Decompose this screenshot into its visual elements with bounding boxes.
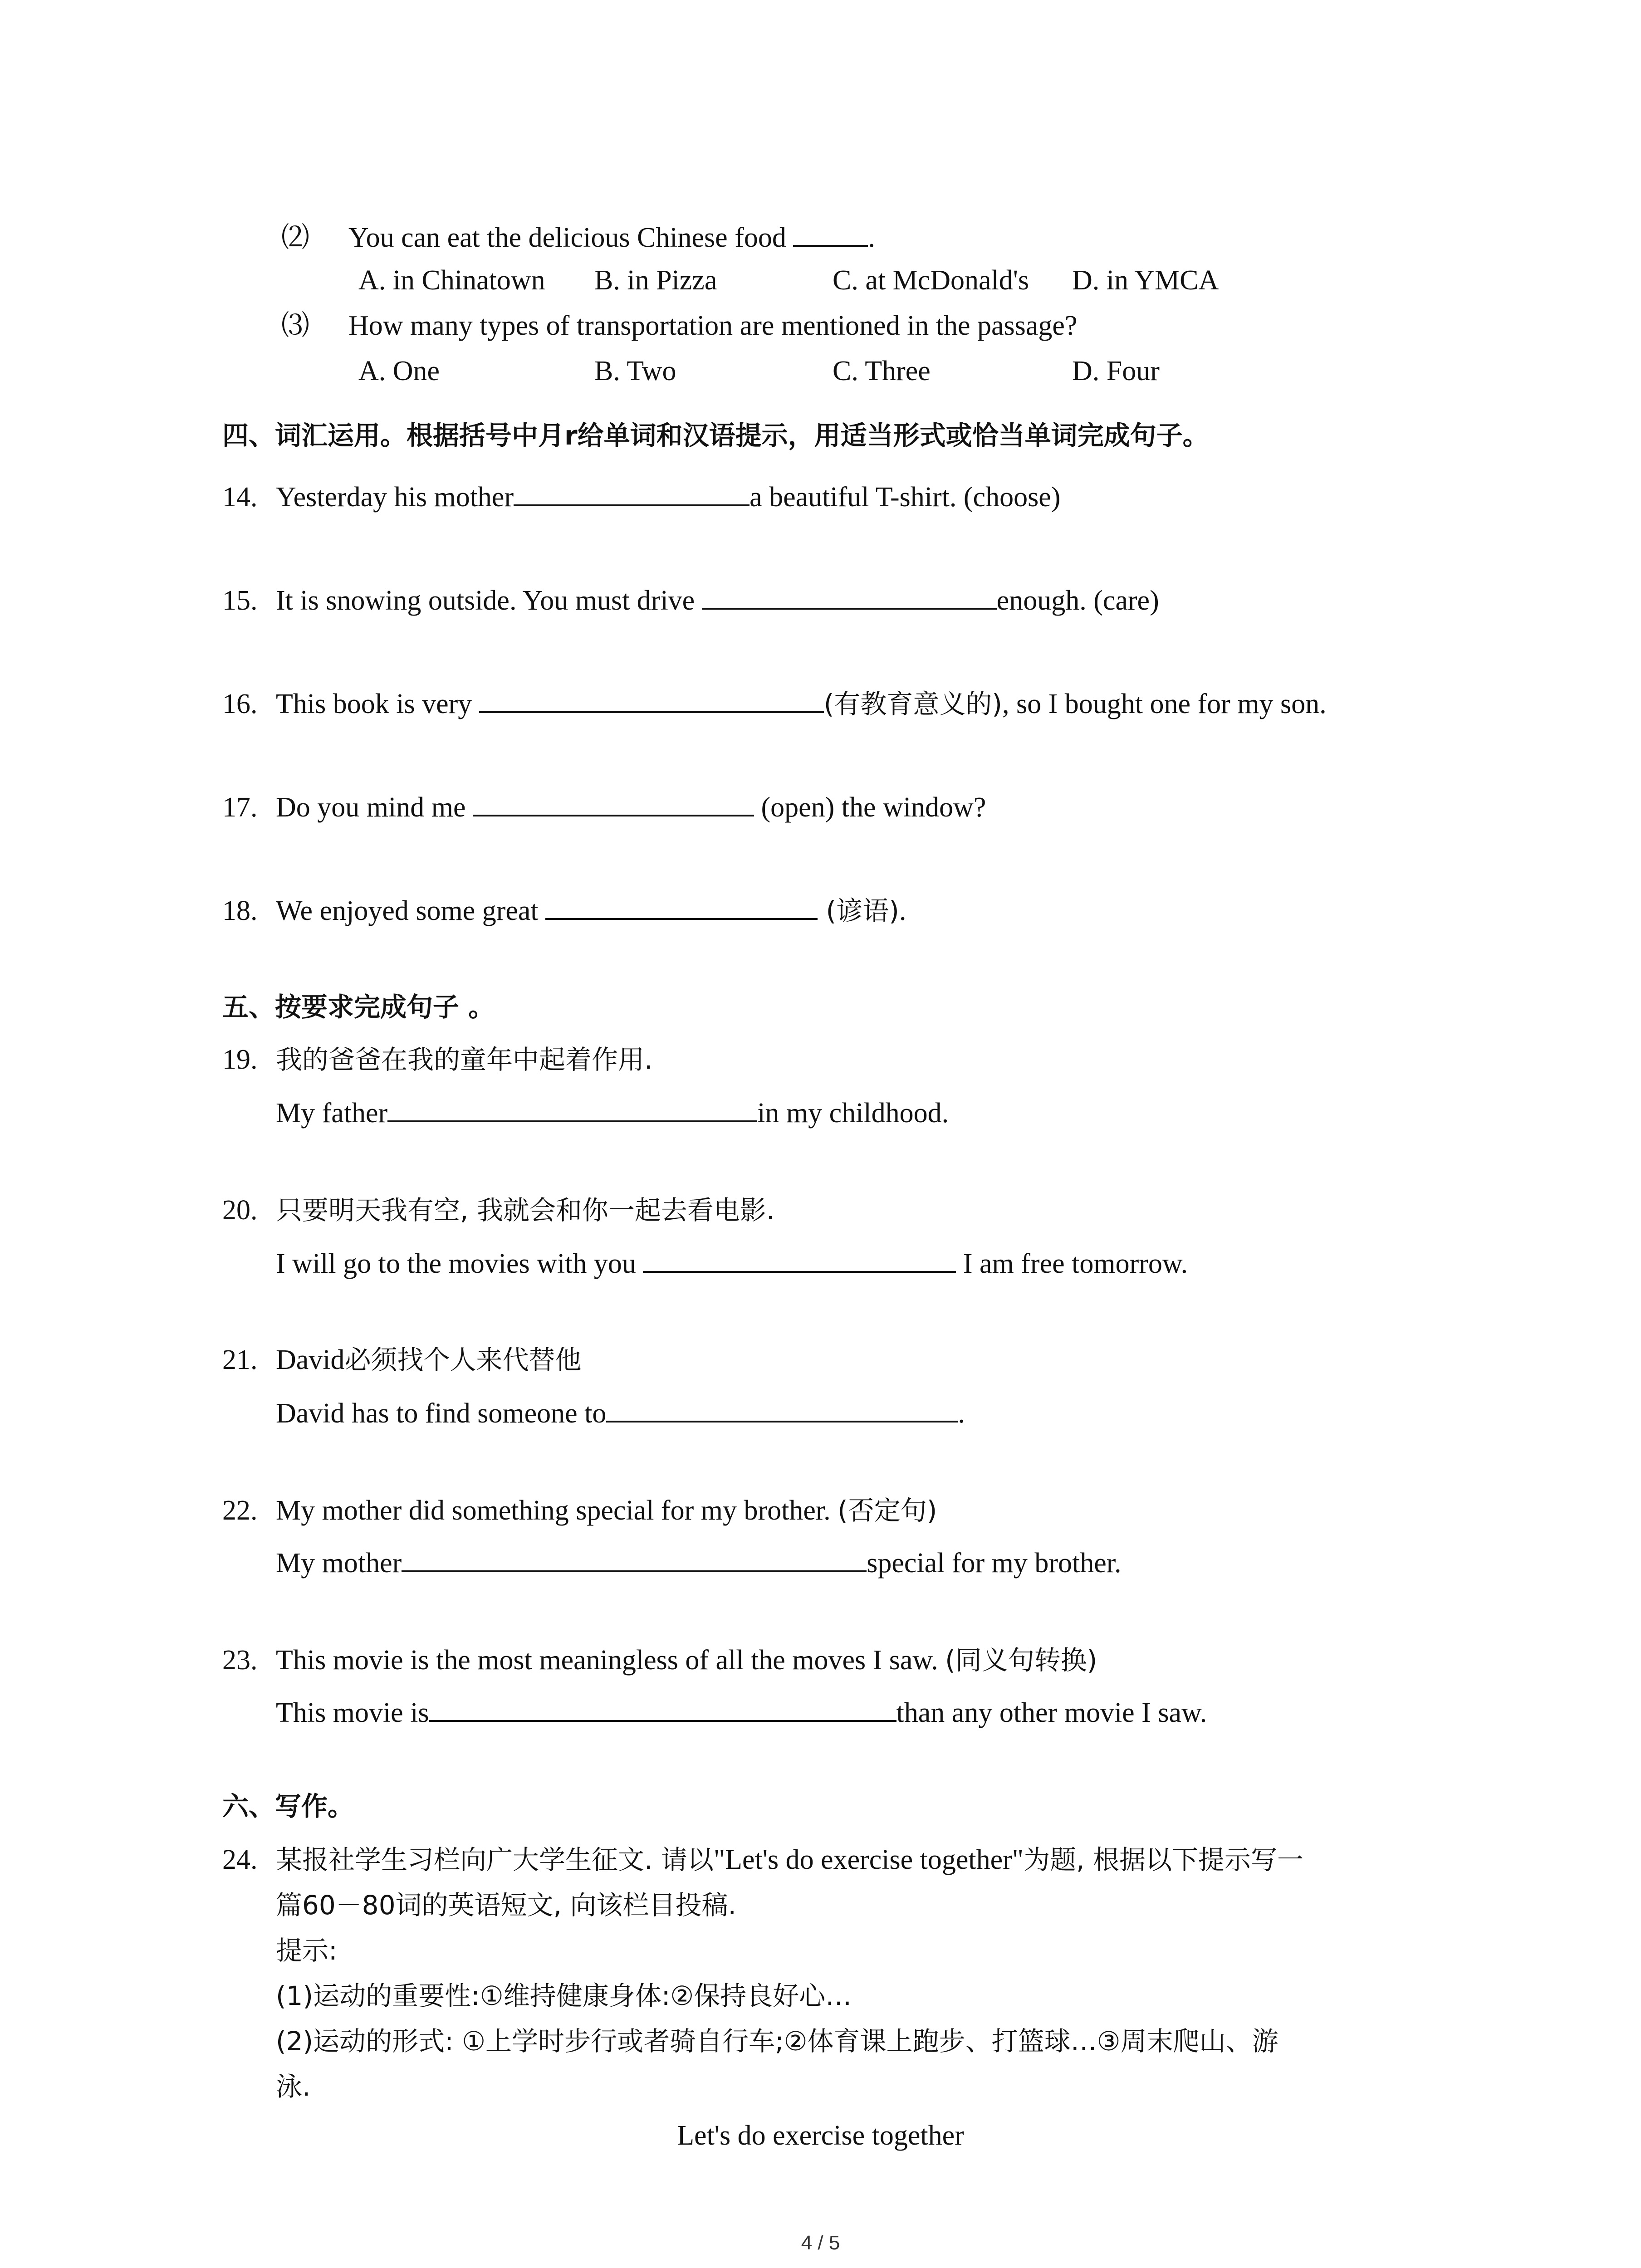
answer-blank[interactable] xyxy=(643,1243,956,1273)
option-d[interactable]: D. Four xyxy=(1072,356,1160,386)
option-a[interactable]: A. One xyxy=(358,356,440,386)
question-text: You can eat the delicious Chinese food xyxy=(348,222,794,253)
answer-blank[interactable] xyxy=(387,1092,757,1122)
question-number: 20. xyxy=(222,1195,258,1226)
question-21: 21. David必须找个人来代替他 xyxy=(222,1342,582,1378)
answer-blank[interactable] xyxy=(793,217,868,247)
section-5-heading: 五、按要求完成句子 。 xyxy=(222,992,495,1022)
answer-blank[interactable] xyxy=(606,1393,958,1422)
question-23-answer: This movie is than any other movie I saw. xyxy=(276,1692,1207,1731)
answer-blank[interactable] xyxy=(429,1692,896,1722)
question-15: 15. It is snowing outside. You must drive enough. (care) xyxy=(222,580,1159,619)
question-number: 15. xyxy=(222,585,258,616)
question-text: How many types of transportation are mentioned in the passage? xyxy=(348,310,1078,341)
page-number: 4 / 5 xyxy=(801,2232,840,2254)
question-23: 23. This movie is the most meaningless of all the moves I saw. (同义句转换) xyxy=(222,1642,1097,1678)
answer-blank[interactable] xyxy=(545,890,818,920)
question-2-options xyxy=(358,262,1219,298)
question-number: 16. xyxy=(222,689,258,719)
question-21-answer: David has to find someone to . xyxy=(276,1393,965,1432)
answer-blank[interactable] xyxy=(514,476,749,506)
question-24: 24. 某报社学生习栏向广大学生征文. 请以"Let's do exercise together"为题, 根据以下提示写一 xyxy=(222,1842,1303,1878)
answer-blank[interactable] xyxy=(402,1542,867,1572)
option-b[interactable]: B. Two xyxy=(594,356,676,386)
question-number: 21. xyxy=(222,1344,258,1375)
question-3-options xyxy=(358,353,1160,389)
question-14: 14. Yesterday his mother a beautiful T-shirt. (choose) xyxy=(222,476,1060,515)
question-20: 20. 只要明天我有空, 我就会和你一起去看电影. xyxy=(222,1192,774,1228)
option-d[interactable]: D. in YMCA xyxy=(1072,265,1219,296)
question-24-hint-1: (1)运动的重要性:①维持健康身体:②保持良好心… xyxy=(276,1980,852,2011)
question-number: 18. xyxy=(222,895,258,926)
answer-blank[interactable] xyxy=(479,683,824,713)
option-c[interactable]: C. Three xyxy=(833,356,931,386)
essay-title: Let's do exercise together xyxy=(677,2120,964,2151)
question-19: 19. 我的爸爸在我的童年中起着作用. xyxy=(222,1041,652,1078)
section-6-heading: 六、写作。 xyxy=(222,1791,354,1822)
question-24-hint-2-cont: 泳. xyxy=(276,2071,311,2102)
option-c[interactable]: C. at McDonald's xyxy=(833,265,1029,296)
question-19-answer: My father in my childhood. xyxy=(276,1092,949,1131)
question-number: 24. xyxy=(222,1844,258,1875)
question-2: ⑵ You can eat the delicious Chinese food . xyxy=(281,217,875,256)
question-22-answer: My mother special for my brother. xyxy=(276,1542,1122,1581)
question-24-line-2: 篇60－80词的英语短文, 向该栏目投稿. xyxy=(276,1890,736,1921)
question-17: 17. Do you mind me (open) the window? xyxy=(222,787,986,826)
question-number: 23. xyxy=(222,1645,258,1676)
question-24-hint-label: 提示: xyxy=(276,1935,338,1966)
option-a[interactable]: A. in Chinatown xyxy=(358,265,545,296)
section-4-heading: 四、词汇运用。根据括号中月r给单词和汉语提示，用适当形式或恰当单词完成句子。 xyxy=(222,420,1209,451)
question-number: 17. xyxy=(222,792,258,823)
question-20-answer: I will go to the movies with you I am free tomorrow. xyxy=(276,1243,1188,1282)
answer-blank[interactable] xyxy=(702,580,997,610)
option-b[interactable]: B. in Pizza xyxy=(594,265,717,296)
question-22: 22. My mother did something special for my brother. (否定句) xyxy=(222,1492,937,1529)
question-number: 22. xyxy=(222,1495,258,1526)
question-number: 19. xyxy=(222,1044,258,1075)
answer-blank[interactable] xyxy=(473,787,754,816)
question-18: 18. We enjoyed some great (谚语). xyxy=(222,890,906,929)
question-number: ⑶ xyxy=(281,310,310,341)
question-16: 16. This book is very (有教育意义的), so I bought one for my son. xyxy=(222,683,1327,722)
question-number: 14. xyxy=(222,482,258,513)
question-3 xyxy=(281,308,1077,344)
question-24-hint-2: (2)运动的形式: ①上学时步行或者骑自行车;②体育课上跑步、打篮球…③周末爬山、游 xyxy=(276,2026,1279,2057)
question-number: ⑵ xyxy=(281,222,310,253)
